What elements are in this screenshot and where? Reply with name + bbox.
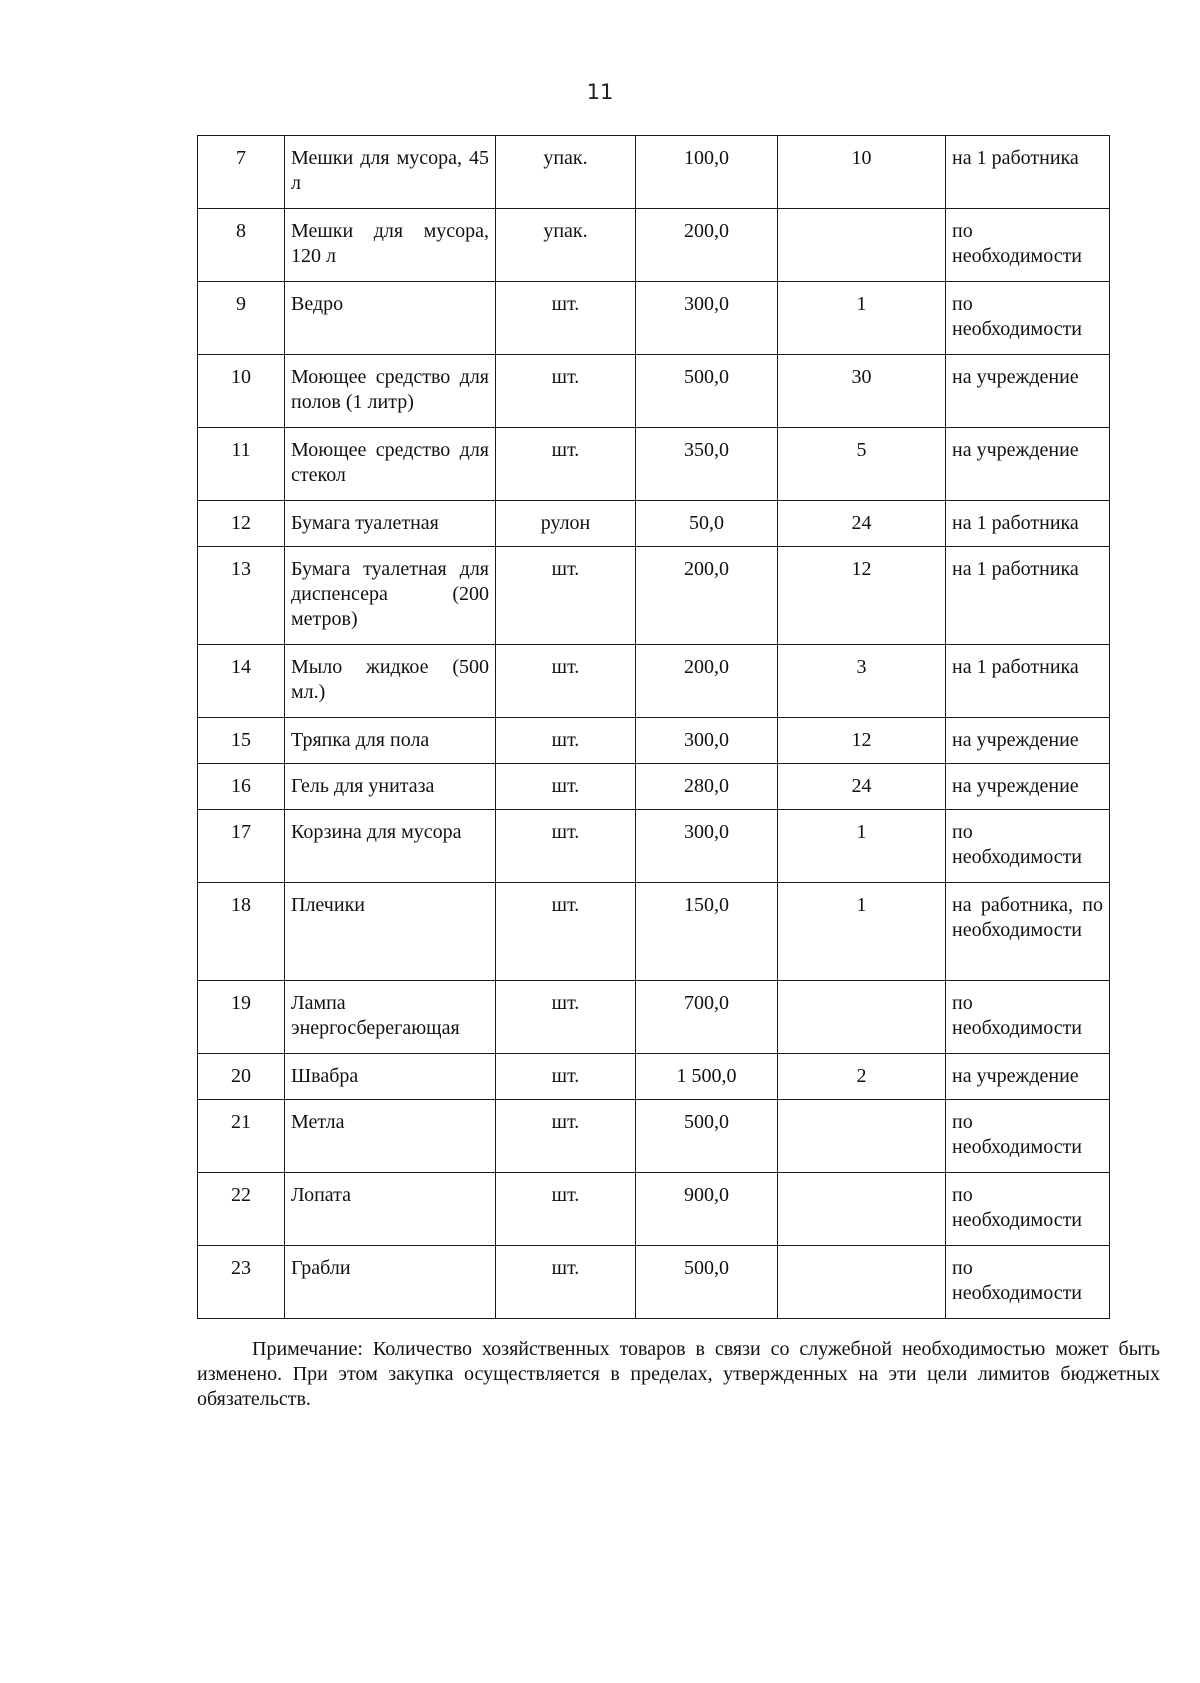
row-number-cell: 14 xyxy=(198,645,285,718)
table-row xyxy=(198,981,1110,1054)
unit-of-measure-cell: шт. xyxy=(496,645,636,718)
usage-note-cell: на учреждение xyxy=(946,718,1110,764)
unit-of-measure-cell: шт. xyxy=(496,547,636,645)
unit-price-cell: 700,0 xyxy=(636,981,778,1054)
item-name-cell: Мешки для мусора, 45 л xyxy=(285,136,496,209)
item-name-cell: Мыло жидкое (500 мл.) xyxy=(285,645,496,718)
table-row xyxy=(198,645,1110,718)
footnote: Примечание: Количество хозяйственных товаров в связи со служебной необходимостью может быть изменено. При этом закупка осуществляется в пределах, утвержденных на эти цели лимитов бюджетных обязательств. xyxy=(197,1338,1160,1410)
item-name-cell: Моющее средство для стекол xyxy=(285,428,496,501)
item-name-cell: Моющее средство для полов (1 литр) xyxy=(285,355,496,428)
unit-of-measure-cell: рулон xyxy=(496,501,636,547)
unit-of-measure-cell: шт. xyxy=(496,1054,636,1100)
table-row xyxy=(198,282,1110,355)
table-row xyxy=(198,1100,1110,1173)
table-row xyxy=(198,718,1110,764)
usage-note-cell: по необходимости xyxy=(946,1246,1110,1319)
item-name-cell: Гель для унитаза xyxy=(285,764,496,810)
table-row xyxy=(198,501,1110,547)
usage-note-cell: на работника, по необходимости xyxy=(946,883,1110,981)
quantity-cell xyxy=(778,981,946,1054)
table-row xyxy=(198,136,1110,209)
unit-of-measure-cell: шт. xyxy=(496,1173,636,1246)
page-number: 11 xyxy=(586,80,614,104)
row-number-cell: 16 xyxy=(198,764,285,810)
unit-price-cell: 200,0 xyxy=(636,209,778,282)
unit-of-measure-cell: шт. xyxy=(496,981,636,1054)
row-number-cell: 15 xyxy=(198,718,285,764)
row-number-cell: 7 xyxy=(198,136,285,209)
row-number-cell: 8 xyxy=(198,209,285,282)
quantity-cell xyxy=(778,1246,946,1319)
quantity-cell: 10 xyxy=(778,136,946,209)
unit-of-measure-cell: шт. xyxy=(496,1100,636,1173)
unit-of-measure-cell: шт. xyxy=(496,1246,636,1319)
item-name-cell: Бумага туалетная для диспенсера (200 метров) xyxy=(285,547,496,645)
usage-note-cell: по необходимости xyxy=(946,1100,1110,1173)
quantity-cell: 1 xyxy=(778,282,946,355)
usage-note-cell: на учреждение xyxy=(946,355,1110,428)
quantity-cell: 24 xyxy=(778,764,946,810)
item-name-cell: Мешки для мусора, 120 л xyxy=(285,209,496,282)
table-row xyxy=(198,1246,1110,1319)
usage-note-cell: на 1 работника xyxy=(946,136,1110,209)
unit-price-cell: 150,0 xyxy=(636,883,778,981)
usage-note-cell: на учреждение xyxy=(946,764,1110,810)
row-number-cell: 12 xyxy=(198,501,285,547)
unit-price-cell: 1 500,0 xyxy=(636,1054,778,1100)
unit-of-measure-cell: упак. xyxy=(496,209,636,282)
unit-price-cell: 500,0 xyxy=(636,1246,778,1319)
unit-price-cell: 200,0 xyxy=(636,547,778,645)
unit-of-measure-cell: шт. xyxy=(496,764,636,810)
usage-note-cell: на учреждение xyxy=(946,428,1110,501)
unit-of-measure-cell: шт. xyxy=(496,883,636,981)
table-body xyxy=(198,136,1110,1319)
unit-price-cell: 50,0 xyxy=(636,501,778,547)
item-name-cell: Плечики xyxy=(285,883,496,981)
usage-note-cell: на 1 работника xyxy=(946,547,1110,645)
usage-note-cell: на 1 работника xyxy=(946,645,1110,718)
table-row xyxy=(198,810,1110,883)
row-number-cell: 10 xyxy=(198,355,285,428)
table-row xyxy=(198,547,1110,645)
usage-note-cell: по необходимости xyxy=(946,810,1110,883)
usage-note-cell: на учреждение xyxy=(946,1054,1110,1100)
item-name-cell: Корзина для мусора xyxy=(285,810,496,883)
unit-price-cell: 100,0 xyxy=(636,136,778,209)
table-row xyxy=(198,428,1110,501)
row-number-cell: 17 xyxy=(198,810,285,883)
unit-price-cell: 300,0 xyxy=(636,282,778,355)
usage-note-cell: по необходимости xyxy=(946,1173,1110,1246)
row-number-cell: 11 xyxy=(198,428,285,501)
item-name-cell: Лампа энергосберегающая xyxy=(285,981,496,1054)
unit-of-measure-cell: шт. xyxy=(496,810,636,883)
quantity-cell: 1 xyxy=(778,883,946,981)
quantity-cell xyxy=(778,1100,946,1173)
unit-of-measure-cell: шт. xyxy=(496,718,636,764)
quantity-cell: 24 xyxy=(778,501,946,547)
unit-price-cell: 200,0 xyxy=(636,645,778,718)
row-number-cell: 13 xyxy=(198,547,285,645)
unit-price-cell: 500,0 xyxy=(636,1100,778,1173)
table-row xyxy=(198,1173,1110,1246)
quantity-cell: 12 xyxy=(778,718,946,764)
quantity-cell: 3 xyxy=(778,645,946,718)
unit-price-cell: 900,0 xyxy=(636,1173,778,1246)
unit-price-cell: 350,0 xyxy=(636,428,778,501)
unit-of-measure-cell: шт. xyxy=(496,428,636,501)
item-name-cell: Бумага туалетная xyxy=(285,501,496,547)
table-row xyxy=(198,355,1110,428)
item-name-cell: Лопата xyxy=(285,1173,496,1246)
quantity-cell xyxy=(778,1173,946,1246)
unit-price-cell: 280,0 xyxy=(636,764,778,810)
row-number-cell: 21 xyxy=(198,1100,285,1173)
supplies-table xyxy=(197,135,1110,1319)
item-name-cell: Швабра xyxy=(285,1054,496,1100)
unit-price-cell: 500,0 xyxy=(636,355,778,428)
row-number-cell: 19 xyxy=(198,981,285,1054)
quantity-cell: 12 xyxy=(778,547,946,645)
unit-of-measure-cell: упак. xyxy=(496,136,636,209)
item-name-cell: Грабли xyxy=(285,1246,496,1319)
item-name-cell: Ведро xyxy=(285,282,496,355)
table-row xyxy=(198,1054,1110,1100)
quantity-cell: 30 xyxy=(778,355,946,428)
item-name-cell: Метла xyxy=(285,1100,496,1173)
row-number-cell: 22 xyxy=(198,1173,285,1246)
table-row xyxy=(198,883,1110,981)
unit-of-measure-cell: шт. xyxy=(496,282,636,355)
usage-note-cell: по необходимости xyxy=(946,981,1110,1054)
row-number-cell: 18 xyxy=(198,883,285,981)
row-number-cell: 20 xyxy=(198,1054,285,1100)
row-number-cell: 9 xyxy=(198,282,285,355)
table-row xyxy=(198,209,1110,282)
unit-price-cell: 300,0 xyxy=(636,810,778,883)
table-row xyxy=(198,764,1110,810)
row-number-cell: 23 xyxy=(198,1246,285,1319)
usage-note-cell: по необходимости xyxy=(946,282,1110,355)
quantity-cell xyxy=(778,209,946,282)
quantity-cell: 5 xyxy=(778,428,946,501)
unit-of-measure-cell: шт. xyxy=(496,355,636,428)
unit-price-cell: 300,0 xyxy=(636,718,778,764)
quantity-cell: 2 xyxy=(778,1054,946,1100)
item-name-cell: Тряпка для пола xyxy=(285,718,496,764)
usage-note-cell: на 1 работника xyxy=(946,501,1110,547)
quantity-cell: 1 xyxy=(778,810,946,883)
usage-note-cell: по необходимости xyxy=(946,209,1110,282)
